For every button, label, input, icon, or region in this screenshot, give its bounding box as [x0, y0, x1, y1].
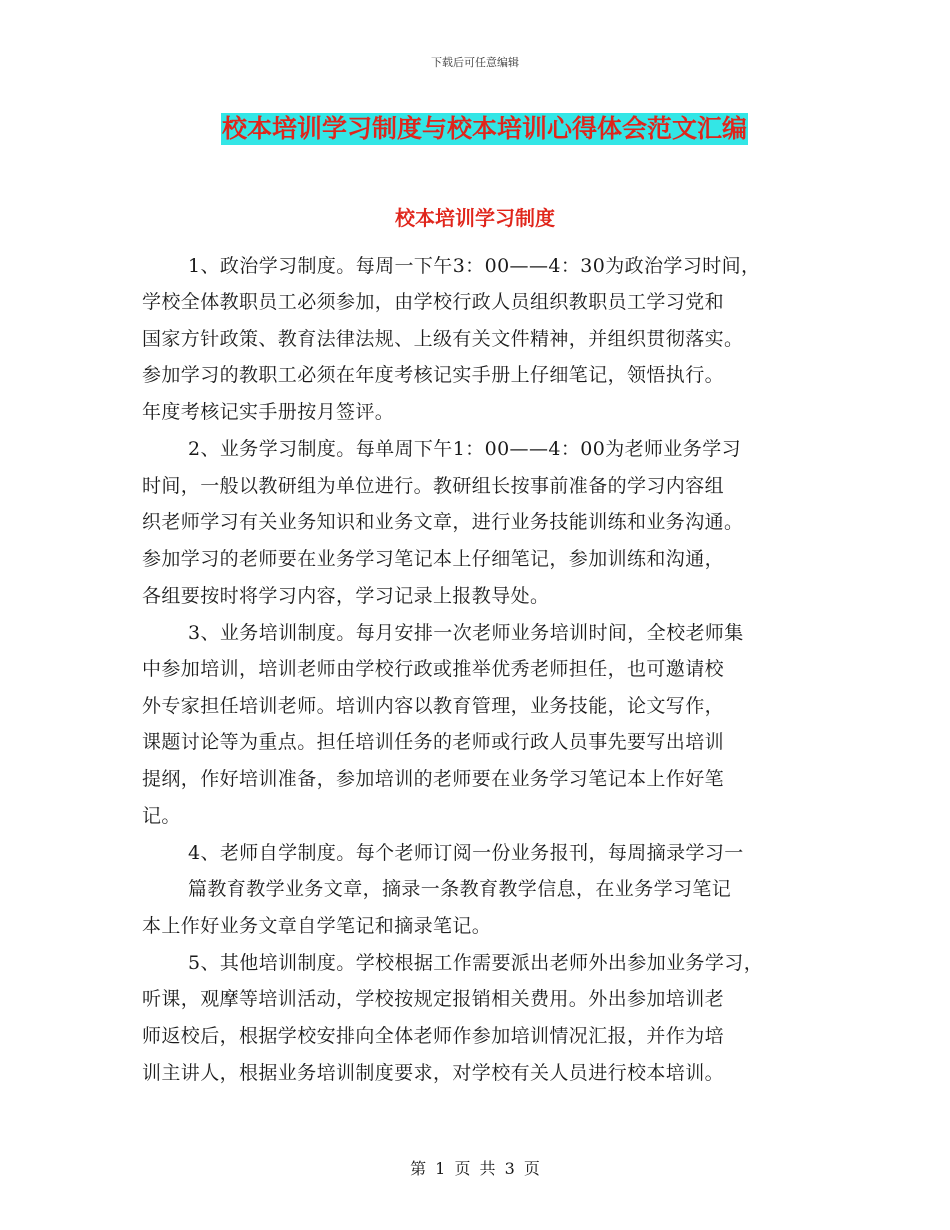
- paragraph-line: 中参加培训，培训老师由学校行政或推举优秀老师担任，也可邀请校: [142, 658, 725, 680]
- paragraph-line: 本上作好业务文章自学笔记和摘录笔记。: [142, 915, 492, 937]
- paragraph-line: 篇教育教学业务文章，摘录一条教育教学信息，在业务学习笔记: [188, 878, 732, 900]
- paragraph-line: 织老师学习有关业务知识和业务文章，进行业务技能训练和业务沟通。: [142, 511, 744, 533]
- paragraph-line: 师返校后，根据学校安排向全体老师作参加培训情况汇报，并作为培: [142, 1025, 725, 1047]
- paragraph-line: 课题讨论等为重点。担任培训任务的老师或行政人员事先要写出培训: [142, 731, 725, 753]
- paragraph-line: 学校全体教职员工必须参加，由学校行政人员组织教职员工学习党和: [142, 291, 725, 313]
- page-number: 第 1 页 共 3 页: [410, 1159, 540, 1178]
- paragraph-line: 国家方针政策、教育法律法规、上级有关文件精神，并组织贯彻落实。: [142, 328, 744, 350]
- section-title: 校本培训学习制度: [395, 206, 555, 230]
- paragraph-line: 参加学习的教职工必须在年度考核记实手册上仔细笔记，领悟执行。: [142, 364, 725, 386]
- paragraph-line: 3、业务培训制度。每月安排一次老师业务培训时间，全校老师集: [188, 622, 744, 644]
- paragraph-line: 训主讲人，根据业务培训制度要求，对学校有关人员进行校本培训。: [142, 1062, 725, 1084]
- header-note: 下载后可任意编辑: [431, 56, 519, 69]
- paragraph-line: 年度考核记实手册按月签评。: [142, 401, 395, 423]
- document-title: 校本培训学习制度与校本培训心得体会范文汇编: [222, 114, 748, 143]
- paragraph-line: 各组要按时将学习内容，学习记录上报教导处。: [142, 585, 550, 607]
- paragraph-line: 听课，观摩等培训活动，学校按规定报销相关费用。外出参加培训老: [142, 988, 725, 1010]
- paragraph-line: 4、老师自学制度。每个老师订阅一份业务报刊，每周摘录学习一: [188, 842, 744, 864]
- paragraph-line: 2、业务学习制度。每单周下午1：00——4：00为老师业务学习: [188, 438, 742, 460]
- paragraph-line: 1、政治学习制度。每周一下午3：00——4：30为政治学习时间，: [188, 255, 761, 277]
- paragraph-line: 记。: [142, 805, 181, 827]
- paragraph-line: 外专家担任培训老师。培训内容以教育管理，业务技能，论文写作，: [142, 695, 725, 717]
- paragraph-line: 提纲，作好培训准备，参加培训的老师要在业务学习笔记本上作好笔: [142, 768, 725, 790]
- paragraph-line: 参加学习的老师要在业务学习笔记本上仔细笔记，参加训练和沟通，: [142, 548, 725, 570]
- paragraph-line: 5、其他培训制度。学校根据工作需要派出老师外出参加业务学习，: [188, 952, 764, 974]
- paragraph-line: 时间，一般以教研组为单位进行。教研组长按事前准备的学习内容组: [142, 475, 725, 497]
